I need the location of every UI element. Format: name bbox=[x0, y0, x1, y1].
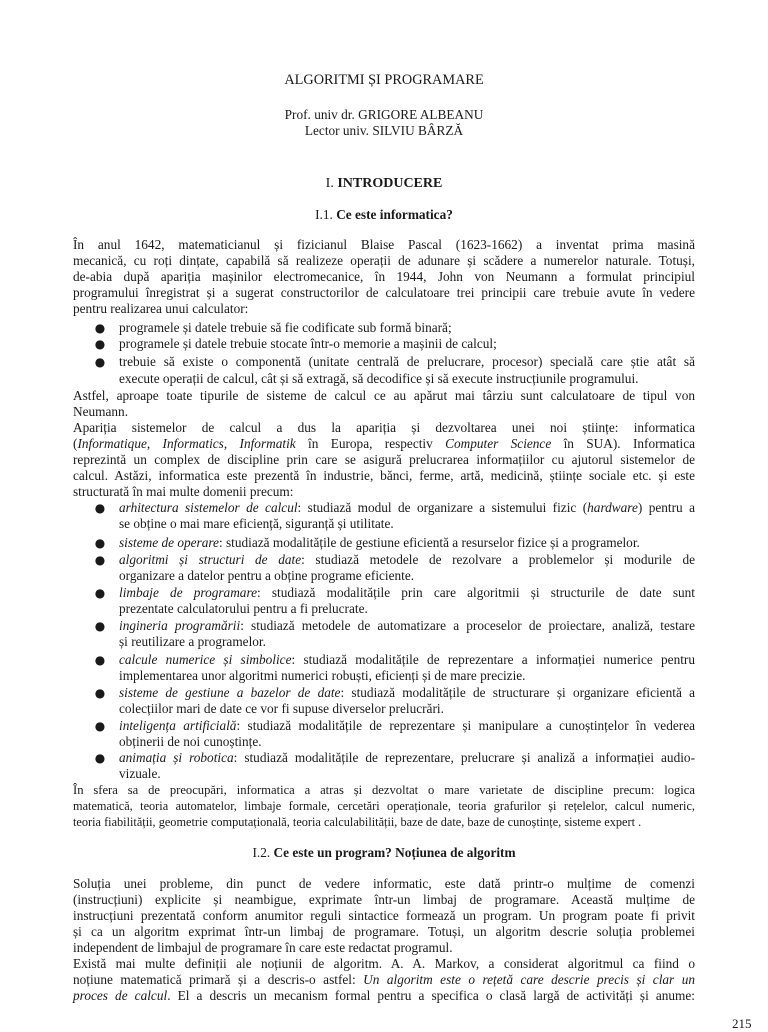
author-line-1: Prof. univ dr. GRIGORE ALBEANU bbox=[284, 107, 484, 122]
section-heading-1 bbox=[0, 207, 768, 223]
text-line: calcul. Astăzi, informatica este prezentă în industrie, bănci, ferme, artă, medicină, științe sociale etc. și este bbox=[73, 468, 695, 483]
text-line: independent de limbajul de programare în care este redactat programul. bbox=[73, 940, 453, 955]
text-line: noțiune matematică primară și a descris-o astfel: Un algoritm este o rețetă care descrie precis și clar un bbox=[73, 972, 695, 987]
text-line: În anul 1642, matematicianul și fizicianul Blaise Pascal (1623-1662) a inventat prima masină bbox=[73, 237, 695, 252]
text-line: proces de calcul. El a descris un mecanism formal pentru a specifica o clasă largă de activități și anume: bbox=[73, 988, 695, 1003]
text-line: și ca un algoritm exprimat într-un limbaj de programare. Totuși, un algoritm descrie soluția problemei bbox=[73, 924, 695, 939]
bullet-icon: ● bbox=[94, 553, 106, 567]
section-number: I.2. bbox=[252, 845, 271, 860]
bullet-icon: ● bbox=[94, 653, 106, 667]
page-number: 215 bbox=[732, 1016, 752, 1031]
list-item: ingineria programării: studiază metodele de automatizare a proceselor de proiectare, analiză, testare bbox=[119, 618, 695, 633]
list-item-continuation: obținerii de noi cunoștințe. bbox=[119, 734, 262, 749]
list-item-continuation: implementarea unor algoritmi numerici robuști, eficienți și de mare precizie. bbox=[119, 668, 526, 683]
text-line: matematică, teoria automatelor, limbaje formale, cercetări operaționale, teoria grafurilor și rețelelor, calcul numeric, bbox=[73, 799, 695, 813]
list-item-continuation: colecțiilor mari de date ce vor fi supuse diverselor prelucrări. bbox=[119, 701, 444, 716]
chapter-title: INTRODUCERE bbox=[337, 176, 443, 191]
text-line: teoria fiabilității, geometrie computațională, teoria calculabilității, baze de date, baze de cunoștințe, sisteme expert . bbox=[73, 815, 642, 829]
list-item: limbaje de programare: studiază modalitățile prin care algoritmii și structurile de date sunt bbox=[119, 585, 695, 600]
bullet-icon: ● bbox=[94, 321, 106, 335]
bullet-icon: ● bbox=[94, 719, 106, 733]
chapter-heading bbox=[0, 176, 768, 192]
bullet-icon: ● bbox=[94, 501, 106, 515]
bullet-icon: ● bbox=[94, 751, 106, 765]
list-item-continuation: și reutilizare a programelor. bbox=[119, 634, 266, 649]
text-line: (Informatique, Informatics, Informatik în Europa, respectiv Computer Science în SUA). Informatica bbox=[73, 436, 695, 451]
list-item-continuation: prezentate calculatorului pentru a fi prelucrate. bbox=[119, 601, 368, 616]
list-item: sisteme de operare: studiază modalitățile de gestiune eficientă a resurselor fizice și a programelor. bbox=[119, 535, 640, 550]
list-item: inteligența artificială: studiază modalitățile de reprezentare și manipulare a cunoștințelor în vederea bbox=[119, 718, 695, 733]
list-item-continuation: organizare a datelor pentru a obține programe eficiente. bbox=[119, 568, 415, 583]
list-item: programele și datele trebuie să fie codificate sub formă binară; bbox=[119, 320, 452, 335]
list-item: calcule numerice și simbolice: studiază modalitățile de reprezentare a informației numerice pentru bbox=[119, 652, 695, 667]
text-line: Apariția sistemelor de calcul a dus la apariția și dezvoltarea unei noi științe: informatica bbox=[73, 420, 695, 435]
text-line: instrucțiuni prezentată conform anumitor reguli sintactice formează un program. Un program poate fi privit bbox=[73, 908, 695, 923]
bullet-icon: ● bbox=[94, 355, 106, 369]
text-line: mecanică, cu roți dințate, capabilă să realizeze operații de adunare și scădere a numerelor naturale. Totuși, bbox=[73, 253, 695, 268]
text-line: (instrucțiuni) explicite și neambigue, exprimate într-un limbaj de programare. Această mulțime de bbox=[73, 892, 695, 907]
list-item: algoritmi și structuri de date: studiază metodele de rezolvare a problemelor și modurile de bbox=[119, 552, 695, 567]
section-title: Ce este un program? Noțiunea de algoritm bbox=[273, 845, 516, 860]
section-heading-2 bbox=[0, 845, 768, 861]
text-line: În sfera sa de preocupări, informatica a atras și dezvoltat o mare varietate de discipline precum: logica bbox=[73, 783, 695, 797]
bullet-icon: ● bbox=[94, 686, 106, 700]
text-line: programului înregistrat și a sugerat constructorilor de calculatoare trei principii care trebuie avute în vedere bbox=[73, 285, 695, 300]
list-item: programele și datele trebuie stocate într-o memorie a mașinii de calcul; bbox=[119, 336, 497, 351]
text-line: Soluția unei probleme, din punct de vedere informatic, este dată printr-o mulțime de comenzi bbox=[73, 876, 695, 891]
bullet-icon: ● bbox=[94, 536, 106, 550]
text-line: structurată în mai multe domenii precum: bbox=[73, 484, 294, 499]
list-item-continuation: vizuale. bbox=[119, 766, 161, 781]
list-item: trebuie să existe o componentă (unitate centrală de prelucrare, procesor) specială care știe atât să bbox=[119, 354, 695, 369]
list-item-continuation: execute operații de calcul, cât și să extragă, să decodifice și să execute instrucțiunile programului. bbox=[119, 371, 639, 386]
list-item: sisteme de gestiune a bazelor de date: studiază modalitățile de structurare și organizare eficientă a bbox=[119, 685, 695, 700]
text-line: Astfel, aproape toate tipurile de sisteme de calcul ce au apărut mai târziu sunt calculatoare de tipul von bbox=[73, 388, 695, 403]
bullet-icon: ● bbox=[94, 619, 106, 633]
chapter-number: I. bbox=[325, 176, 334, 191]
bullet-icon: ● bbox=[94, 586, 106, 600]
text-line: Există mai multe definiții ale noțiunii de algoritm. A. A. Markov, a considerat algoritmul ca fiind o bbox=[73, 956, 695, 971]
list-item: animația și robotica: studiază modalitățile de reprezentare, prelucrare și analiză a informației audio- bbox=[119, 750, 695, 765]
section-number: I.1. bbox=[315, 207, 333, 222]
author-line-2: Lector univ. SILVIU BÂRZĂ bbox=[304, 123, 464, 138]
text-line: Neumann. bbox=[73, 404, 129, 419]
text-line: pentru realizarea unui calculator: bbox=[73, 301, 249, 316]
section-title: Ce este informatica? bbox=[336, 207, 453, 222]
list-item: arhitectura sistemelor de calcul: studiază modul de organizare a sistemului fizic (hardware) pentru a bbox=[119, 500, 696, 515]
list-item-continuation: se obține o mai mare eficiență, siguranță și utilitate. bbox=[119, 516, 394, 531]
text-line: reprezintă un complex de discipline prin care se asigură prelucrarea informațiilor cu ajutorul sistemelor de bbox=[73, 452, 695, 467]
bullet-icon: ● bbox=[94, 337, 106, 351]
document-title: ALGORITMI ȘI PROGRAMARE bbox=[284, 72, 484, 88]
text-line: de-abia după apariția mașinilor electromecanice, în 1944, John von Neumann a formulat principiul bbox=[73, 269, 695, 284]
